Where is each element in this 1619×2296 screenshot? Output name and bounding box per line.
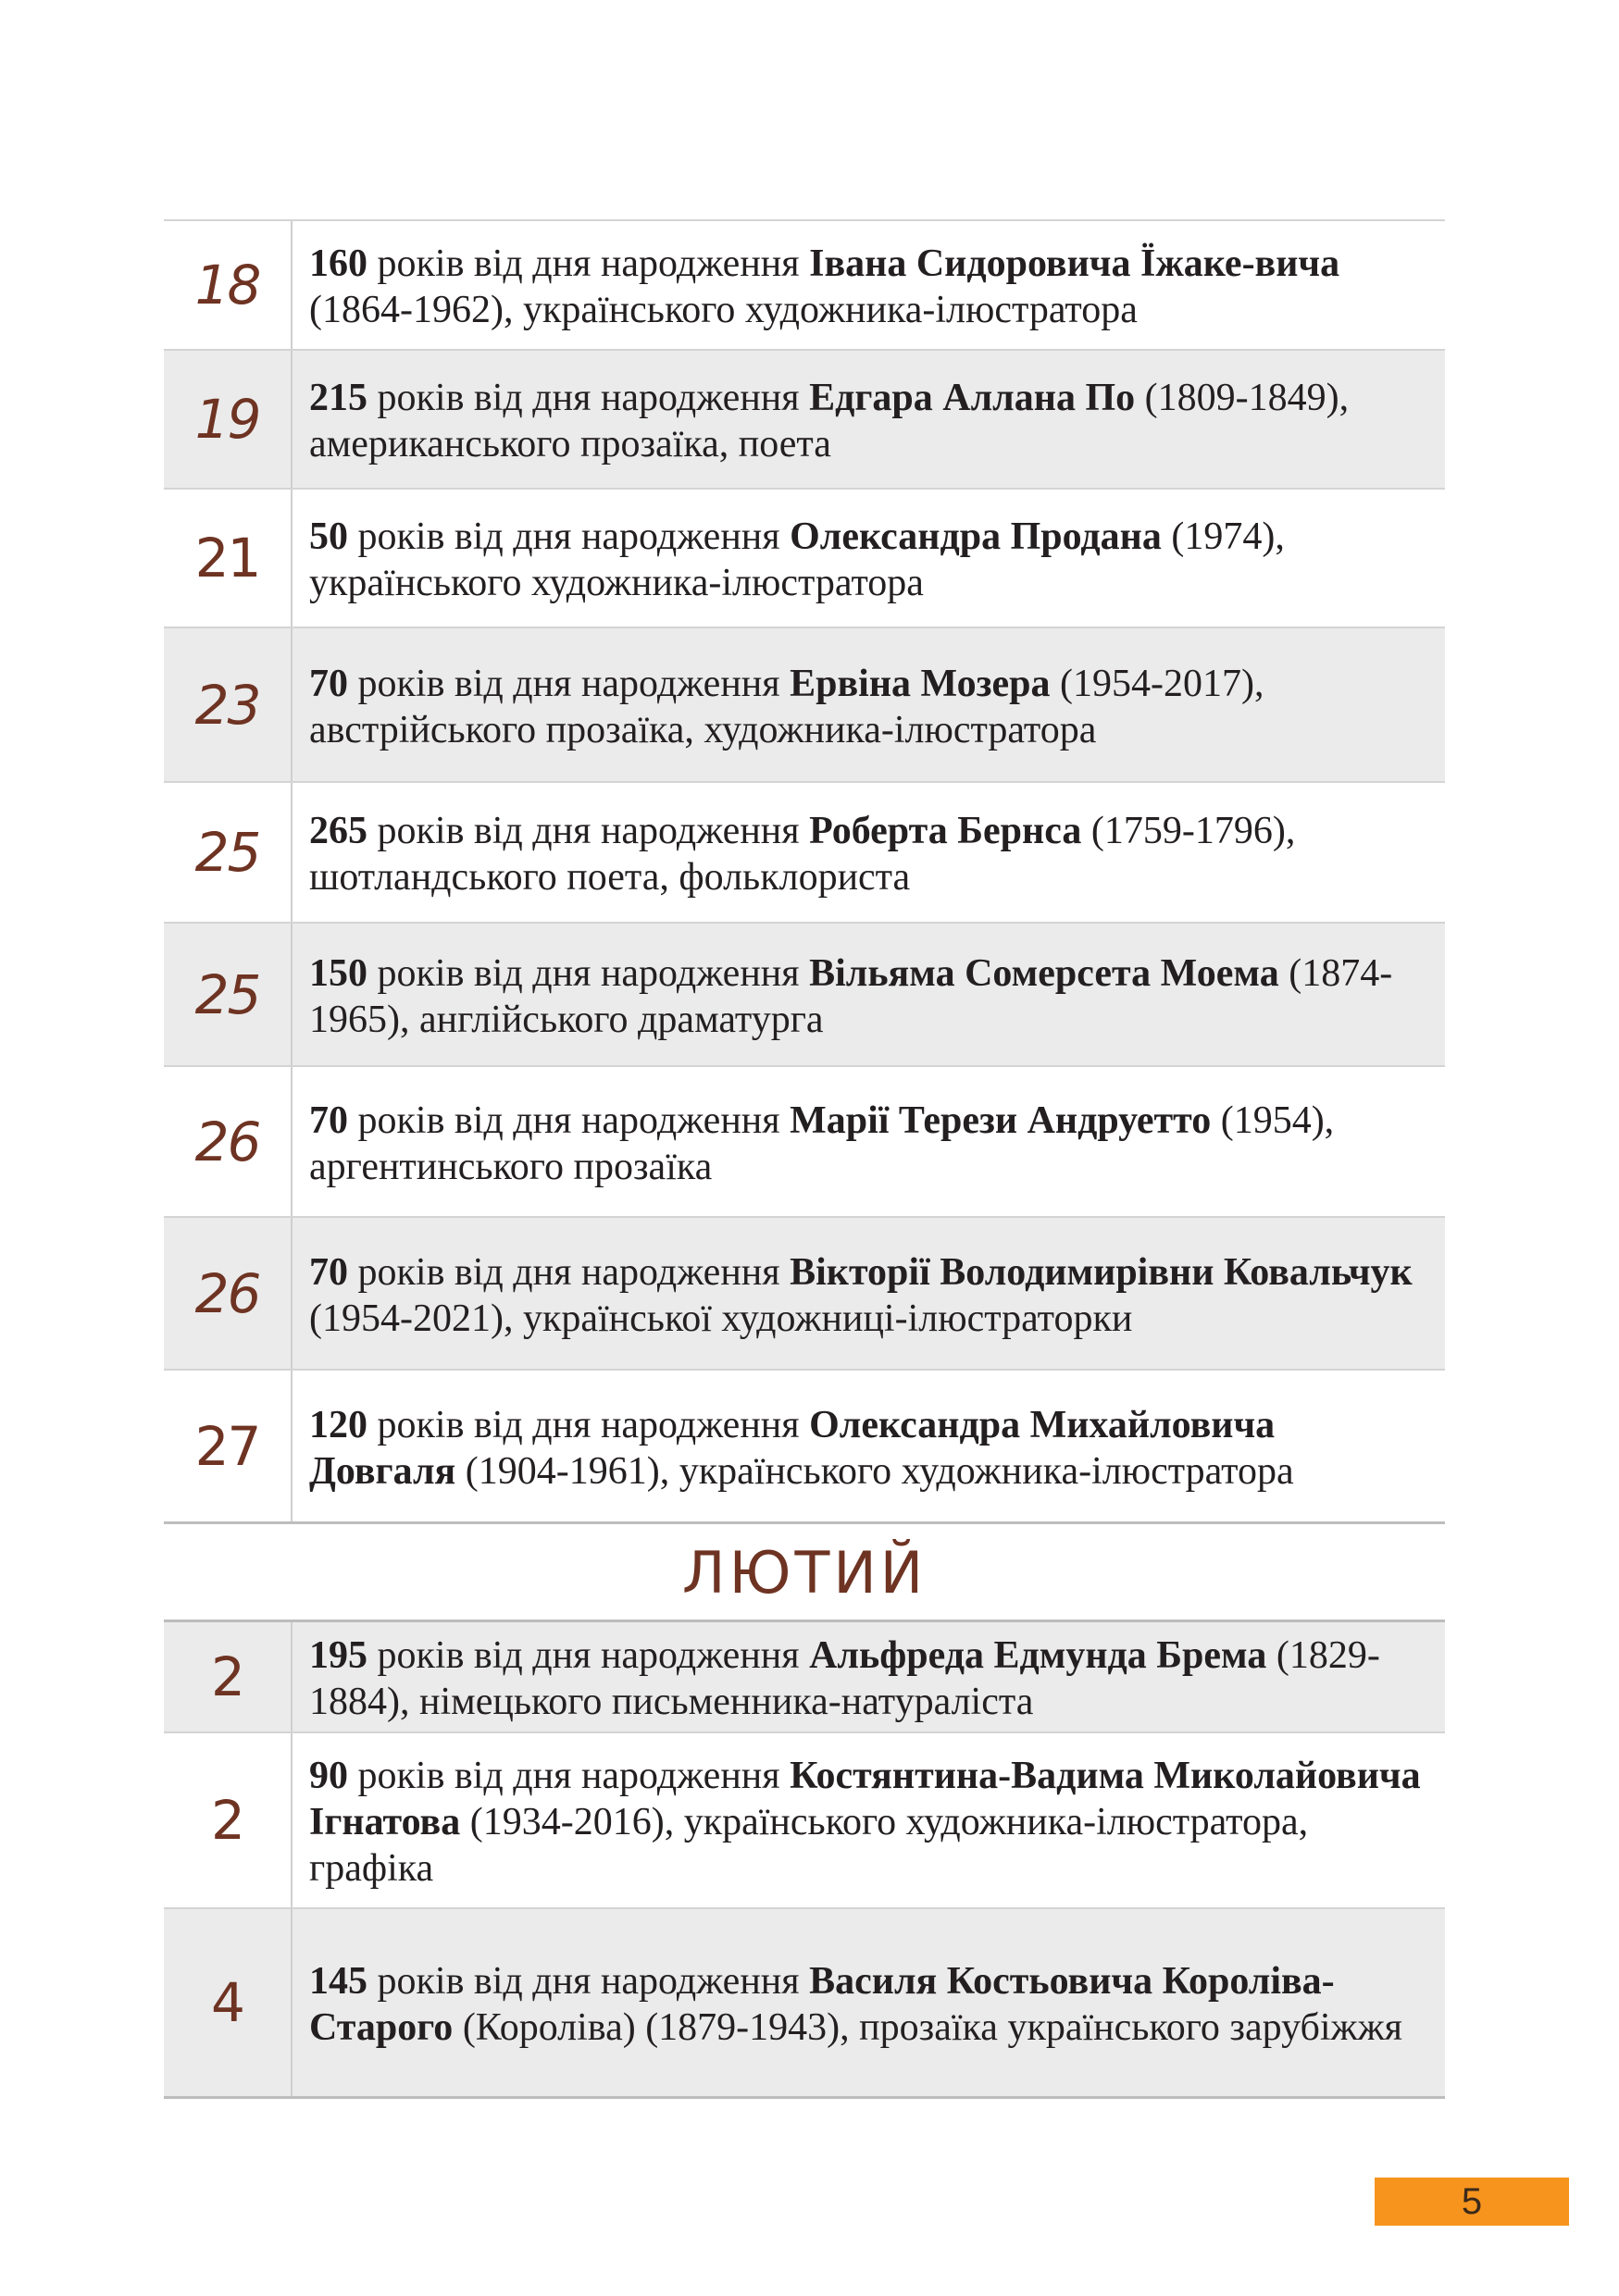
table-row (164, 783, 1445, 924)
day-number: 26 (164, 1067, 293, 1216)
anniversary-text: 265 років від дня народження Роберта Бернса (1759-1796), шотландського поета, фольклориста (309, 810, 1296, 899)
table-row (164, 1218, 1445, 1371)
anniversary-text: 70 років від дня народження Ервіна Мозера (1954-2017), австрійського прозаїка, художника-ілюстратора (309, 662, 1264, 751)
table-row (164, 351, 1445, 490)
table-row (164, 221, 1445, 351)
table-row (164, 1733, 1445, 1909)
table-row (164, 924, 1445, 1067)
table-row (164, 490, 1445, 628)
day-number: 19 (164, 351, 293, 488)
day-number: 18 (164, 221, 293, 349)
table-row (164, 1067, 1445, 1218)
anniversary-text: 215 років від дня народження Едгара Аллана По (1809-1849), американського прозаїка, поета (309, 377, 1350, 465)
day-number: 25 (164, 783, 293, 922)
anniversary-text: 150 років від дня народження Вільяма Сомерсета Моема (1874-1965), англійського драматурга (309, 951, 1393, 1041)
day-number: 27 (164, 1371, 293, 1521)
day-number: 26 (164, 1218, 293, 1369)
anniversary-text: 145 років від дня народження Василя Костьовича Короліва-Старого (Короліва) (1879-1943), прозаїка українського зарубіжжя (309, 1960, 1402, 2049)
anniversary-text: 195 років від дня народження Альфреда Едмунда Брема (1829-1884), німецького письменника-натураліста (309, 1634, 1380, 1723)
anniversary-text: 70 років від дня народження Вікторії Володимирівни Ковальчук (1954-2021), української художниці-ілюстраторки (309, 1250, 1413, 1340)
day-number: 25 (164, 924, 293, 1065)
page-number: 5 (1375, 2178, 1569, 2226)
january-table (164, 219, 1445, 1524)
table-row (164, 628, 1445, 783)
anniversary-text: 160 років від дня народження Івана Сидоровича Їжаке-вича (1864-1962), українського художника-ілюстратора (309, 242, 1340, 331)
anniversary-text: 70 років від дня народження Марії Терези Андруетто (1954), аргентинського прозаїка (309, 1098, 1335, 1188)
table-row (164, 1909, 1445, 2099)
anniversary-text: 50 років від дня народження Олександра Продана (1974), українського художника-ілюстратора (309, 515, 1285, 604)
day-number: 2 (164, 1733, 293, 1907)
day-number: 4 (164, 1909, 293, 2096)
february-table (164, 1620, 1445, 2099)
anniversary-text: 90 років від дня народження Костянтина-Вадима Миколайовича Ігнатова (1934-2016), українського художника-ілюстратора, графіка (309, 1755, 1421, 1890)
table-row (164, 1371, 1445, 1524)
day-number: 21 (164, 490, 293, 627)
day-number: 2 (164, 1622, 293, 1731)
month-heading: ЛЮТИЙ (681, 1539, 928, 1607)
anniversary-text: 120 років від дня народження Олександра Михайловича Довгаля (1904-1961), українського художника-ілюстратора (309, 1403, 1294, 1493)
table-row (164, 1622, 1445, 1733)
day-number: 23 (164, 628, 293, 781)
